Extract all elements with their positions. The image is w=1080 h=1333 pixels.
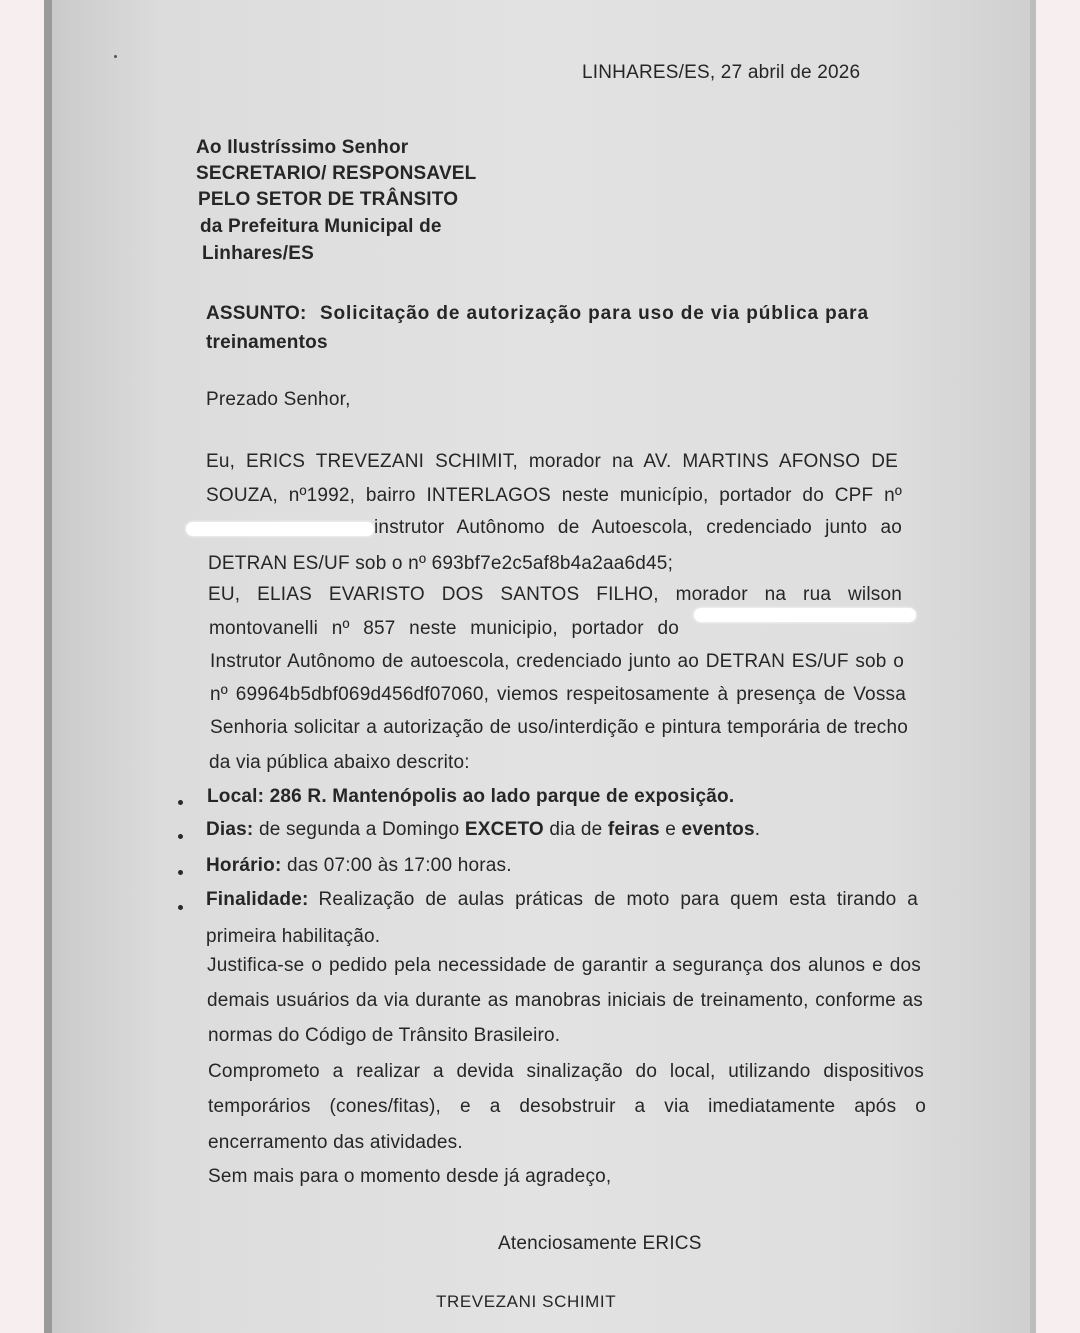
- item-dias-value-b: dia de: [549, 819, 603, 840]
- item-dias-e: e: [665, 819, 677, 840]
- body-p2-line-5: Senhoria solicitar a autorização de uso/interdição e pintura temporária de trecho: [210, 717, 908, 738]
- body-p1-line-3: instrutor Autônomo de Autoescola, credenciado junto ao: [374, 517, 902, 538]
- recipient-line-4: da Prefeitura Municipal de: [200, 216, 442, 237]
- recipient-line-1: Ao Ilustríssimo Senhor: [196, 137, 409, 158]
- closing-comprometo-line-3: encerramento das atividades.: [208, 1132, 463, 1153]
- body-p1-line-4: DETRAN ES/UF sob o nº 693bf7e2c5af8b4a2aa6d45;: [208, 553, 674, 574]
- closing-comprometo-line-1: Comprometo a realizar a devida sinalização do local, utilizando dispositivos: [208, 1061, 924, 1082]
- item-local: [207, 786, 734, 808]
- closing-justifica-line-3: normas do Código de Trânsito Brasileiro.: [208, 1025, 561, 1046]
- letter: [44, 0, 1036, 1333]
- body-p2-line-2: montovanelli nº 857 neste municipio, portador do: [209, 618, 679, 639]
- signature-line-1: Atenciosamente ERICS: [498, 1233, 702, 1254]
- item-dias-label: Dias:: [206, 819, 254, 840]
- closing-thanks: Sem mais para o momento desde já agradeço,: [208, 1166, 612, 1187]
- recipient-line-3: PELO SETOR DE TRÂNSITO: [198, 189, 459, 210]
- closing-justifica-line-1: Justifica-se o pedido pela necessidade de garantir a segurança dos alunos e dos: [207, 955, 921, 976]
- subject-text: Solicitação de autorização para uso de via pública para: [319, 303, 869, 324]
- body-p2-line-6: da via pública abaixo descrito:: [209, 752, 470, 773]
- closing-comprometo-line-2: temporários (cones/fitas), e a desobstruir a via imediatamente após o: [208, 1096, 926, 1117]
- subject-line-1: [206, 303, 870, 325]
- signature-line-2: TREVEZANI SCHIMIT: [436, 1292, 617, 1311]
- bullet-local: [178, 800, 183, 805]
- body-p1-line-1: Eu, ERICS TREVEZANI SCHIMIT, morador na AV. MARTINS AFONSO DE: [206, 451, 898, 472]
- body-p2-line-3: Instrutor Autônomo de autoescola, credenciado junto ao DETRAN ES/UF sob o: [210, 651, 904, 672]
- item-horario: [206, 855, 512, 877]
- item-dias-feiras: feiras: [607, 819, 660, 840]
- item-finalidade-label: Finalidade:: [206, 889, 309, 910]
- redaction-mark-2: [694, 608, 916, 622]
- item-dias: Dias: de segunda a Domingo EXCETO dia de feiras e eventos.: [206, 819, 761, 840]
- item-finalidade: [206, 889, 918, 911]
- bullet-finalidade: [178, 905, 183, 910]
- body-p1-line-2: SOUZA, nº1992, bairro INTERLAGOS neste município, portador do CPF nº: [206, 485, 902, 506]
- item-finalidade-line-1: Realização de aulas práticas de moto para quem esta tirando a: [318, 889, 918, 910]
- subject-label: ASSUNTO:: [206, 303, 307, 324]
- bullet-dias: [178, 834, 183, 839]
- subject-line-2: treinamentos: [206, 332, 328, 353]
- closing-justifica-line-2: demais usuários da via durante as manobras iniciais de treinamento, conforme as: [207, 990, 923, 1011]
- recipient-line-5: Linhares/ES: [202, 243, 315, 264]
- recipient-line-2: SECRETARIO/ RESPONSAVEL: [196, 163, 477, 184]
- item-dias-eventos: eventos: [681, 819, 755, 840]
- item-finalidade-line-2: primeira habilitação.: [206, 926, 381, 947]
- item-horario-value: das 07:00 às 17:00 horas.: [286, 855, 512, 876]
- item-local-value: 286 R. Mantenópolis ao lado parque de exposição.: [269, 786, 735, 807]
- document-photo: [44, 0, 1036, 1333]
- redaction-mark: [186, 522, 374, 536]
- body-p2-line-4: nº 69964b5dbf069d456df07060, viemos respeitosamente à presença de Vossa: [210, 684, 906, 705]
- greeting: Prezado Senhor,: [206, 389, 351, 410]
- item-horario-label: Horário:: [206, 855, 282, 876]
- item-dias-exceto: EXCETO: [464, 819, 544, 840]
- body-p2-line-1: EU, ELIAS EVARISTO DOS SANTOS FILHO, morador na rua wilson: [208, 584, 902, 605]
- place-date: LINHARES/ES, 27 abril de 2026: [582, 62, 861, 83]
- item-dias-value-a: de segunda a Domingo: [258, 819, 460, 840]
- bullet-horario: [178, 870, 183, 875]
- item-local-label: Local:: [207, 786, 265, 807]
